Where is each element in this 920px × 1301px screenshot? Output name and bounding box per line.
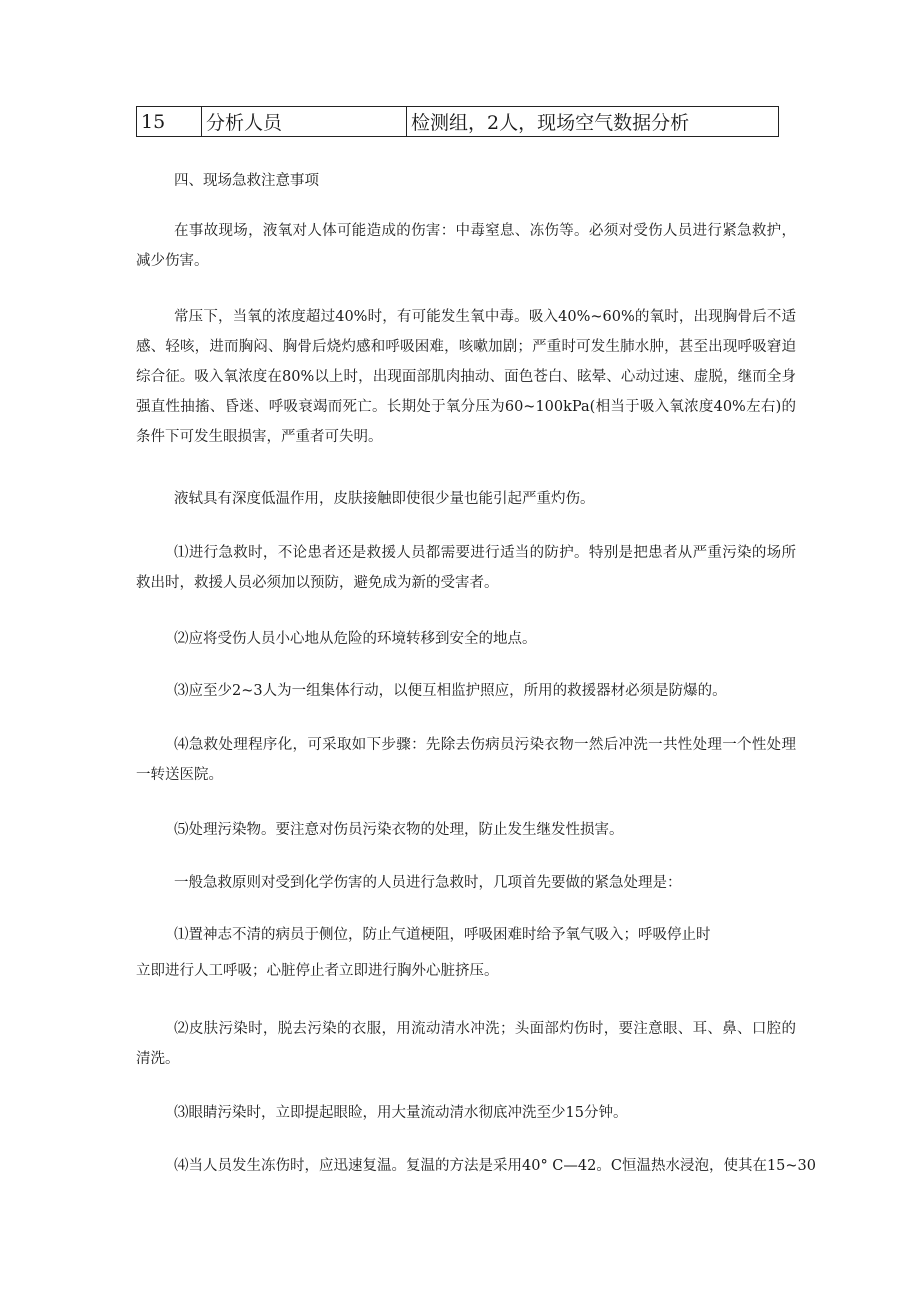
role-cell: 分析人员 [202, 107, 407, 137]
paragraph-first-aid-1 [136, 920, 796, 986]
paragraph-cryogenic-burns: 液轼具有深度低温作用，皮肤接触即使很少量也能引起严重灼伤。 [174, 491, 595, 507]
paragraph-step-5: ⑸处理污染物。要注意对伤员污染衣物的处理，防止发生继发性损害。 [174, 822, 624, 838]
paragraph-first-aid-4: ⑷当人员发生冻伤时，应迅速复温。复温的方法是采用40° C—42。C恒温热水浸泡，使其在15~30 [174, 1158, 816, 1174]
paragraph-general-principles: 一般急救原则对受到化学伤害的人员进行急救时，几项首先要做的紧急处理是： [174, 875, 682, 891]
paragraph-first-aid-2: ⑵皮肤污染时，脱去污染的衣服，用流动清水冲洗；头面部灼伤时，要注意眼、耳、鼻、口腔的清洗。 [136, 1021, 796, 1067]
paragraph-step-3: ⑶应至少2~3人为一组集体行动，以便互相监护照应，所用的救援器材必须是防爆的。 [174, 683, 727, 699]
row-number-cell: 15 [137, 107, 202, 137]
paragraph-step-2: ⑵应将受伤人员小心地从危险的环境转移到安全的地点。 [174, 631, 537, 647]
paragraph-step-4: ⑷急救处理程序化，可采取如下步骤：先除去伤病员污染衣物一然后冲洗一共性处理一个性处理一转送医院。 [136, 737, 796, 783]
section-heading: 四、现场急救注意事项 [174, 173, 319, 189]
first-aid-1-line-2: 立即进行人工呼吸；心脏停止者立即进行胸外心脏挤压。 [136, 963, 499, 979]
first-aid-1-line-1: ⑴置神志不清的病员于侧位，防止气道梗阻，呼吸困难时给予氧气吸入；呼吸停止时 [174, 927, 711, 943]
table-row [137, 107, 779, 137]
personnel-table [136, 106, 779, 137]
paragraph-hazards: 在事故现场，液氧对人体可能造成的伤害：中毒窒息、冻伤等。必须对受伤人员进行紧急救护，减少伤害。 [136, 223, 796, 269]
duty-cell: 检测组，2人，现场空气数据分析 [407, 107, 779, 137]
paragraph-step-1: ⑴进行急救时，不论患者还是救援人员都需要进行适当的防护。特别是把患者从严重污染的场所救出时，救援人员必须加以预防，避免成为新的受害者。 [136, 545, 796, 591]
paragraph-first-aid-3: ⑶眼睛污染时，立即提起眼睑，用大量流动清水彻底冲洗至少15分钟。 [174, 1105, 628, 1121]
paragraph-oxygen-toxicity: 常压下，当氧的浓度超过40%时，有可能发生氧中毒。吸入40%~60%的氧时，出现胸骨后不适感、轻咳，进而胸闷、胸骨后烧灼感和呼吸困难，咳嗽加剧；严重时可发生肺水肿，甚至出现呼吸窘迫综合征。吸入氧浓度在80%以上时，出现面部肌肉抽动、面色苍白、眩晕、心动过速、虚脱，继而全身强直性抽搐、昏迷、呼吸衰竭而死亡。长期处于氧分压为60~100kPa(相当于吸入氧浓度40%左右)的条件下可发生眼损害，严重者可失明。 [136, 309, 796, 445]
